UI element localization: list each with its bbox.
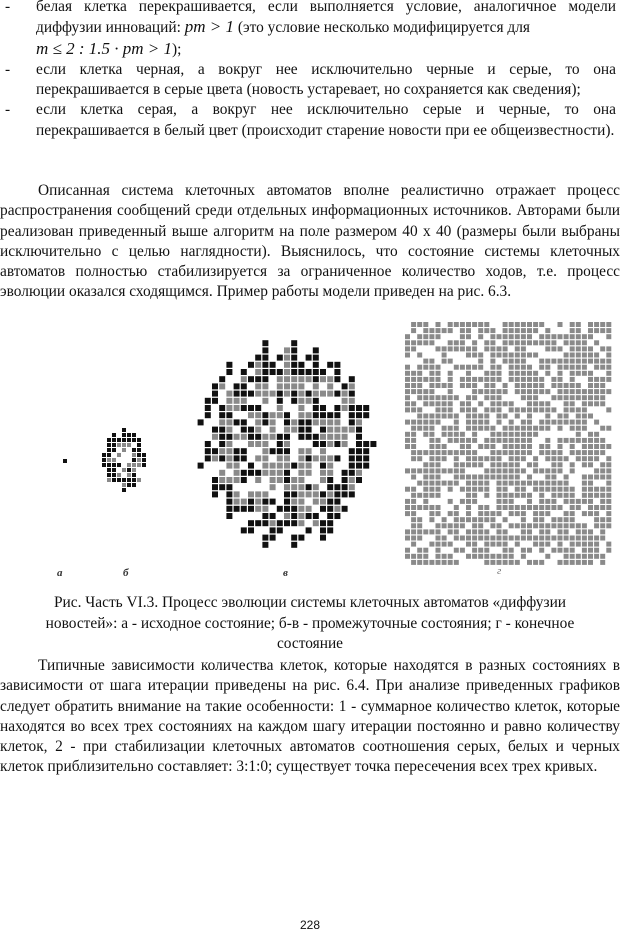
bullet-text: если клетка черная, а вокруг нее исключительно черные и серые, то она перекрашивается в серые цвета (новость устаревает, но сохраняется как сведения); [36,60,616,99]
panel-label-g: г [497,565,502,577]
bullet-text: если клетка серая, а вокруг нее исключительно серые и черные, то она перекрашивается в белый цвет (происходит старение новости при ее общеизвестности). [36,101,616,139]
panel-label-b: б [123,567,129,579]
bullet-dash: - [5,0,11,15]
panel-label-v: в [283,567,288,579]
math-expression: pm > 1 [184,17,235,37]
figure-panels [0,316,620,584]
body-paragraph: Описанная система клеточных автоматов вполне реалистично отражает процесс распространения сообщений среди отдельных информационных источников. Авторами были реализован приведенный выше алгоритм на поле размером 40 х 40 (размеры были выбраны исключительно с целью наглядности). Выяснилось, что состояние системы клеточных автоматов полностью стабилизируется за ограниченное количество ходов, т.е. процесс эволюции оказался сходящимся. Пример работы модели приведен на рис. 6.3. [0,182,620,301]
figure-caption [0,593,620,655]
body-paragraph: Типичные зависимости количества клеток, которые находятся в разных состояниях в зависимости от шага итерации приведены на рис. 6.4. При анализе приведенных графиков следует обратить внимание на такие особенности: 1 - суммарное количество клеток, которые находятся во всех трех состояниях на каждом шагу итерации постоянно и равно количеству клеток, 2 - при стабилизации клеточных автоматов соотношения серых, белых и черных клеток приблизительно составляет: 3:1:0; существует точка пересечения всех трех кривых. [0,657,620,776]
bullet-text-end: ); [172,40,182,58]
caption-line: состояние [276,635,344,652]
bullet-item [4,60,616,101]
caption-line: новостей»: а - исходное состояние; б-в - промежуточные состояния; г - конечное [45,614,575,632]
figure-cellular-automata [0,316,620,584]
bullet-item [4,0,616,60]
bullet-dash: - [5,60,11,78]
page-number: 228 [299,918,321,932]
bullet-text: белая клетка перекрашивается, если выполняется условие, аналогичное модели диффузии инноваций: [36,0,616,37]
math-expression: m ≤ 2 : 1.5 · pm > 1 [36,38,173,58]
caption-line: Рис. Часть VI.3. Процесс эволюции системы клеточных автоматов «диффузии [53,594,567,611]
bullet-dash: - [5,101,11,119]
bullet-item [4,100,616,141]
bullet-text-continued: (это условие несколько модифицируется для [237,19,530,37]
panel-label-a: а [57,567,63,579]
bullet-list [4,0,616,141]
